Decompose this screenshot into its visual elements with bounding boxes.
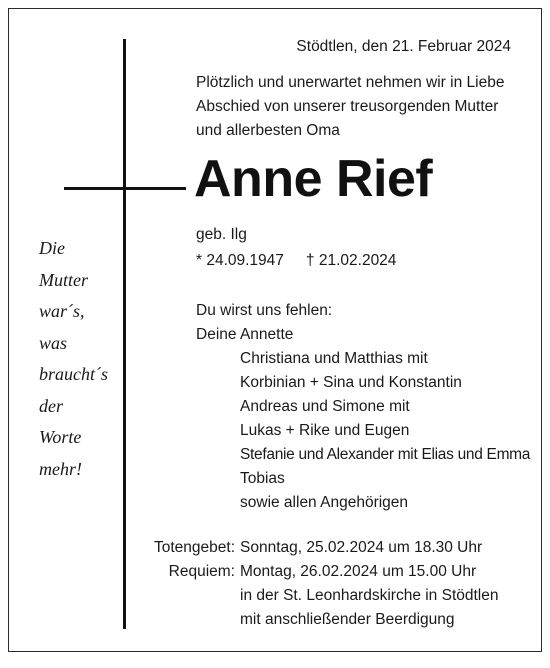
requiem-line: in der St. Leonhardskirche in Stödtlen xyxy=(240,587,499,604)
obituary-notice xyxy=(8,8,542,652)
intro-text xyxy=(196,71,504,143)
quote-line: mehr! xyxy=(39,458,82,479)
birth-date: * 24.09.1947 xyxy=(196,252,284,269)
requiem-label: Requiem: xyxy=(168,563,235,580)
quote-line: Die xyxy=(39,238,65,258)
death-date: † 21.02.2024 xyxy=(305,252,397,269)
quote-line: Mutter xyxy=(39,269,88,290)
cross-horizontal-beam xyxy=(64,187,186,190)
requiem-line: mit anschließender Beerdigung xyxy=(240,611,455,628)
intro-line: Plötzlich und unerwartet nehmen wir in Liebe xyxy=(196,74,505,91)
prayer-row xyxy=(149,536,499,560)
quote-line: braucht´s xyxy=(39,364,108,384)
family-line: Tobias xyxy=(240,470,285,487)
family-line: Stefanie und Alexander mit Elias und Emma xyxy=(240,446,531,463)
cross-vertical-beam xyxy=(123,39,126,629)
family-list xyxy=(240,347,530,515)
place-date: Stödtlen, den 21. Februar 2024 xyxy=(296,38,511,55)
family-line: Lukas + Rike und Eugen xyxy=(240,422,410,439)
maiden-name: geb. Ilg xyxy=(196,226,247,243)
intro-line: und allerbesten Oma xyxy=(196,122,340,139)
family-line: Korbinian + Sina und Konstantin xyxy=(240,374,462,391)
life-dates xyxy=(196,249,396,273)
requiem-row xyxy=(149,560,499,584)
requiem-line: Montag, 26.02.2024 um 15.00 Uhr xyxy=(240,563,477,580)
family-line: sowie allen Angehörigen xyxy=(240,494,409,511)
prayer-label: Totengebet: xyxy=(153,539,235,556)
quote-line: Worte xyxy=(39,427,82,447)
requiem-row xyxy=(149,584,499,608)
quote-line: der xyxy=(39,395,63,416)
intro-line: Abschied von unserer treusorgenden Mutter xyxy=(196,98,499,115)
family-line: Christiana und Matthias mit xyxy=(240,350,428,367)
family-line: Andreas und Simone mit xyxy=(240,398,410,415)
deceased-name: Anne Rief xyxy=(194,150,433,208)
requiem-row xyxy=(149,608,499,632)
quote-block xyxy=(39,233,119,485)
quote-line: was xyxy=(39,332,68,353)
mourners-line: Du wirst uns fehlen: xyxy=(196,302,333,319)
service-schedule xyxy=(149,536,499,632)
prayer-text: Sonntag, 25.02.2024 um 18.30 Uhr xyxy=(240,539,483,556)
mourners-lead xyxy=(196,299,332,347)
quote-line: war´s, xyxy=(39,301,85,321)
mourners-line: Deine Annette xyxy=(196,326,294,343)
